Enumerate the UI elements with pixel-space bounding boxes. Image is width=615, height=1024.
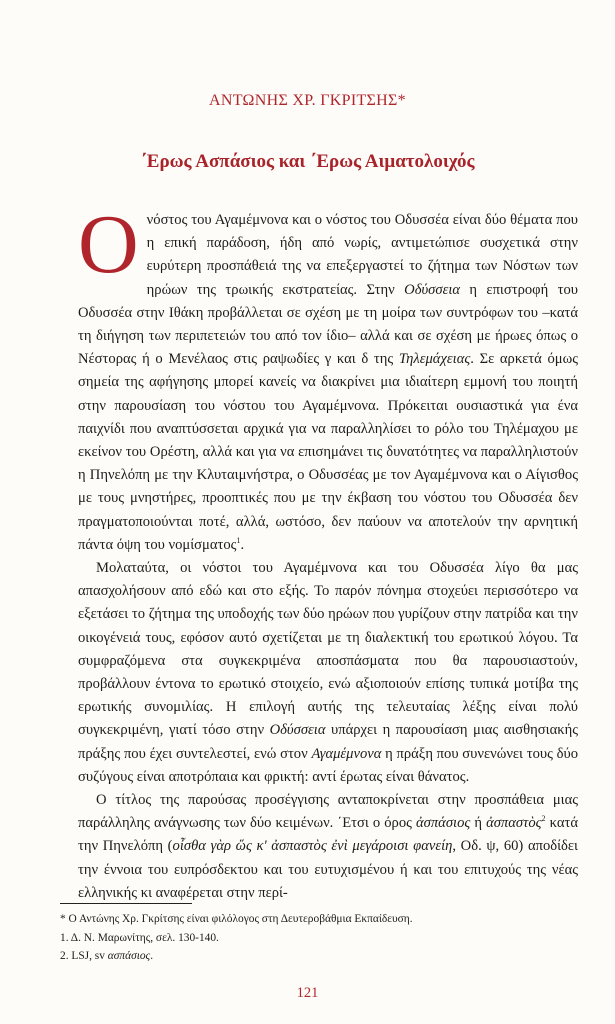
italic-telemachy: Τηλεμάχειας <box>398 351 471 368</box>
paragraph-1: Ονόστος του Αγαμέμνονα και ο νόστος του Οδυσσέα είναι δύο θέματα που η επική παράδοση, ήδη από νωρίς, αντιμετώπισε συσχετικά στην ευρύτερη προσπάθειά της να επεξεργαστεί το ζήτημα των Νόστων των ηρώων της τρωικής εκστρατείας. Στην Οδύσσεια η επιστροφή του Οδυσσέα στην Ιθάκη προβάλλεται σε σχέση με τη μοίρα των συντρόφων του –κατά τη διήγηση των περιπετειών του από τον ίδιο– αλλά και σε σχέση με ήρωες όπως ο Νέστορας ή ο Μενέλαος στις ραψωδίες γ και δ της Τηλεμάχειας. Σε αρκετά όμως σημεία της αφήγησης μπορεί κανείς να διακρίνει μια ιδιαίτερη εμμονή του ποιητή στην παρουσίαση του νόστου του Αγαμέμνονα. Πρόκειται ουσιαστικά για ένα παιχνίδι που αναπτύσσεται αρχικά για να παραλληλίσει το ρόλο του Τηλέμαχου με εκείνον του Ορέστη, αλλά και για να επισημάνει τις δυνατότητες να παραλληλιστούν η Πηνελόπη με την Κλυταιμνήστρα, ο Οδυσσέας με τον Αγαμέμνονα και ο Αίγισθος με τους μνηστήρες, προοπτικές που με την έκβαση του νόστου του Οδυσσέα δεν πραγματοποιούνται ποτέ, αλλά, ωστόσο, δεν παύουν να αποτελούν την αρνητική πάντα όψη του νομίσματος$^1$. <box>78 198 578 553</box>
article-title: ΄Ερως Ασπάσιος και ΄Ερως Αιματολοιχός <box>140 151 475 172</box>
footnote-ref-2: 2 <box>541 814 546 824</box>
footnote-2: 2. LSJ, sv ασπάσιος. <box>60 950 154 962</box>
footnote-ref-1: 1 <box>236 535 241 545</box>
drop-cap: Ο <box>78 198 139 291</box>
author-heading: ΑΝΤΩΝΗΣ ΧΡ. ΓΚΡΙΤΣΗΣ* <box>209 92 406 109</box>
footnote-star: * Ο Αντώνης Χρ. Γκρίτσης είναι φιλόλογος στη Δευτεροβάθμια Εκπαίδευση. <box>60 913 413 925</box>
paragraph-3: Ο τίτλος της παρούσας προσέγγισης ανταποκρίνεται στην προσπάθεια μιας παράλληλης ανάγνωσης των δύο κειμένων. ΄Ετσι ο όρος ἀσπάσιος ή ἀσπαστὸς$^2$ κατά την Πηνελόπη (οἶσθα γὰρ ὥς κ' ἀσπαστὸς ἐνὶ μεγάροισι φανείη, Οδ. ψ, 60) αποδίδει την έννοια του ευπρόσδεκτου και του ευτυχισμένου ή και του επιτυχούς της νέας ελληνικής κι αναφέρεται στην περί- <box>78 792 578 901</box>
paragraph-2: Μολαταύτα, οι νόστοι του Αγαμέμνονα και του Οδυσσέα λίγο θα μας απασχολήσουν από εδώ και στο εξής. Το παρόν πόνημα στοχεύει περισσότερο να εξετάσει το ζήτημα της υποδοχής των δύο ηρώων που γυρίζουν στην πατρίδα και την οικογένειά τους, εφόσον αυτό σχετίζεται με τη διαλεκτική του ερωτικού λόγου. Τα συμφραζόμενα στα συγκεκριμένα αποσπάσματα που θα παρουσιαστούν, προβάλλουν έντονα το ερωτικό στοιχείο, ενώ αξιοποιούν επίσης τυπικά μοτίβα της ερωτικής συνομιλίας. Η επιλογή αυτής της τελευταίας λέξης είναι πολύ συγκεκριμένη, γιατί τόσο στην Οδύσσεια υπάρχει η παρουσίαση μιας αισθησιακής πράξης που έχει συντελεστεί, ενώ στον Αγαμέμνονα η πράξη που συνενώνει τους δύο συζύγους είναι αποτρόπαια και φρικτή: αντί έρωτας είναι θάνατος. <box>78 560 579 785</box>
footnote-rule <box>60 903 192 904</box>
footnote-1: 1. Δ. Ν. Μαρωνίτης, σελ. 130-140. <box>60 931 219 944</box>
footnotes <box>60 910 580 966</box>
page-number: 121 <box>296 985 319 1001</box>
greek-quote: οἶσθα γὰρ ὥς κ' ἀσπαστὸς ἐνὶ μεγάροισι φανείη <box>172 838 453 855</box>
italic-odyssey: Οδύσσεια <box>404 281 461 298</box>
article-body <box>78 198 579 905</box>
